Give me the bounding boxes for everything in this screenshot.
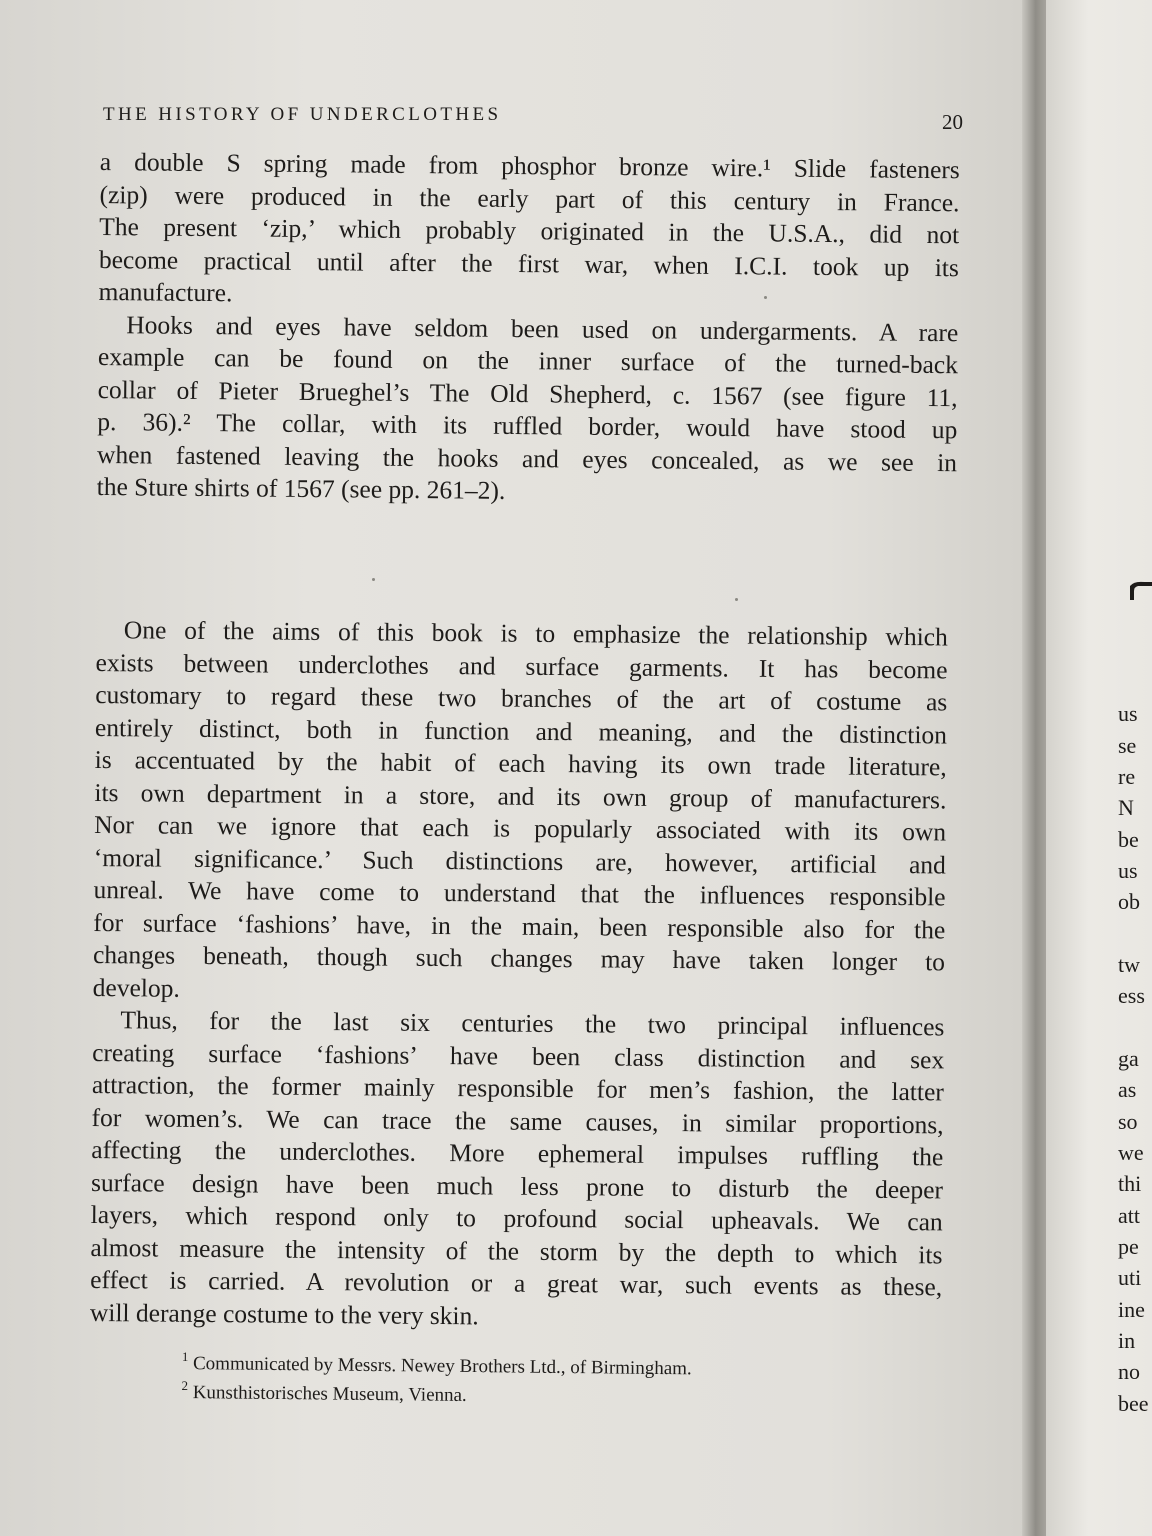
paper-speck bbox=[764, 296, 767, 299]
facing-page-fragment: ob bbox=[1118, 889, 1140, 914]
text-line: creating surface ‘fashions’ have been class distinction and sex bbox=[92, 1037, 945, 1074]
text-line: a double S spring made from phosphor bronze wire.¹ Slide fasteners bbox=[99, 146, 960, 185]
facing-page-fragment: pe bbox=[1118, 1234, 1139, 1259]
paper-speck bbox=[372, 578, 375, 581]
page-number: 20 bbox=[942, 110, 963, 134]
text-line: example can be found on the inner surface of the turned-back bbox=[97, 341, 959, 380]
facing-page-fragment: us bbox=[1118, 858, 1138, 883]
text-line: develop. bbox=[92, 972, 180, 1003]
text-line: for surface ‘fashions’ have, in the main, been responsible also for the bbox=[93, 907, 946, 944]
footnote-text: Kunsthistorisches Museum, Vienna. bbox=[192, 1382, 467, 1406]
text-line: will derange costume to the very skin. bbox=[89, 1297, 479, 1330]
text-line: entirely distinct, both in function and meaning, and the distinction bbox=[94, 712, 948, 749]
text-line: manufacture. bbox=[98, 276, 233, 308]
facing-page-fragment: us bbox=[1118, 701, 1138, 726]
text-line: when fastened leaving the hooks and eyes concealed, as we see in bbox=[96, 439, 958, 477]
text-line: p. 36).² The collar, with its ruffled border, would have stood up bbox=[97, 406, 958, 445]
text-line: layers, which respond only to profound social upheavals. We can bbox=[90, 1199, 943, 1237]
facing-page-fragment: se bbox=[1118, 733, 1137, 758]
text-line: customary to regard these two branches of the art of costume as bbox=[95, 679, 948, 717]
text-line: effect is carried. A revolution or a great war, such events as these, bbox=[90, 1264, 943, 1302]
facing-page-fragment: no bbox=[1118, 1359, 1140, 1384]
facing-page-fragment: ga bbox=[1118, 1046, 1139, 1071]
footnote-text: Communicated by Messrs. Newey Brothers Ltd., of Birmingham. bbox=[192, 1353, 692, 1380]
text-line: changes beneath, though such changes may have taken longer to bbox=[92, 939, 946, 977]
text-line: surface design have been much less prone to disturb the deeper bbox=[90, 1167, 944, 1204]
text-line: for women’s. We can trace the same causes, in similar proportions, bbox=[91, 1102, 944, 1139]
text-line: unreal. We have come to understand that the influences responsible bbox=[93, 874, 946, 912]
facing-page-fragment: we bbox=[1118, 1140, 1144, 1165]
facing-page-fragment: so bbox=[1118, 1109, 1138, 1134]
text-line: One of the aims of this book is to emphasize the relationship which bbox=[123, 615, 948, 652]
footnote-marker: 2 bbox=[181, 1377, 189, 1394]
facing-page-fragment: ine bbox=[1118, 1297, 1145, 1322]
facing-page-fragment: thi bbox=[1118, 1171, 1142, 1196]
text-line: the Sture shirts of 1567 (see pp. 261–2). bbox=[96, 471, 506, 505]
text-line: almost measure the intensity of the storm by the depth to which its bbox=[90, 1232, 943, 1269]
text-line: Thus, for the last six centuries the two principal influences bbox=[120, 1005, 945, 1042]
text-line: (zip) were produced in the early part of this century in France. bbox=[99, 179, 960, 217]
facing-page-fragment: as bbox=[1118, 1077, 1137, 1102]
facing-page-fragment: uti bbox=[1118, 1265, 1142, 1290]
text-block-upper bbox=[97, 146, 960, 512]
text-line: ‘moral significance.’ Such distinctions are, however, artificial and bbox=[93, 842, 946, 879]
text-line: collar of Pieter Brueghel’s The Old Shepherd, c. 1567 (see figure 11, bbox=[97, 374, 958, 412]
text-line: Hooks and eyes have seldom been used on undergarments. A rare bbox=[126, 309, 959, 347]
facing-page-ornament bbox=[1128, 578, 1152, 602]
facing-page-fragment: be bbox=[1118, 827, 1139, 852]
text-line: Nor can we ignore that each is popularly associated with its own bbox=[94, 809, 947, 847]
running-title: THE HISTORY OF UNDERCLOTHES bbox=[103, 104, 502, 125]
text-line: is accentuated by the habit of each having its own trade literature, bbox=[94, 744, 947, 782]
facing-page-fragment: bee bbox=[1118, 1391, 1149, 1416]
text-line: The present ‘zip,’ which probably originated in the U.S.A., did not bbox=[99, 211, 960, 250]
footnotes bbox=[181, 1346, 842, 1411]
text-line: its own department in a store, and its own group of manufacturers. bbox=[94, 777, 947, 814]
text-block-lower bbox=[90, 614, 948, 1336]
footnote-marker: 1 bbox=[181, 1348, 189, 1365]
facing-page-fragment: ess bbox=[1118, 983, 1145, 1008]
running-head bbox=[103, 104, 963, 134]
facing-page-fragment: re bbox=[1118, 764, 1136, 789]
text-line: attraction, the former mainly responsible for men’s fashion, the latter bbox=[91, 1069, 944, 1107]
paper-speck bbox=[735, 598, 738, 601]
text-line: exists between underclothes and surface garments. It has become bbox=[95, 647, 948, 684]
facing-page-fragment: tw bbox=[1118, 952, 1140, 977]
text-line: affecting the underclothes. More ephemeral impulses ruffling the bbox=[91, 1134, 944, 1172]
facing-page-fragment: att bbox=[1118, 1203, 1140, 1228]
text-line: become practical until after the first war, when I.C.I. took up its bbox=[98, 244, 960, 282]
facing-page-fragment: in bbox=[1118, 1328, 1136, 1353]
facing-page-fragment: N bbox=[1118, 795, 1134, 820]
